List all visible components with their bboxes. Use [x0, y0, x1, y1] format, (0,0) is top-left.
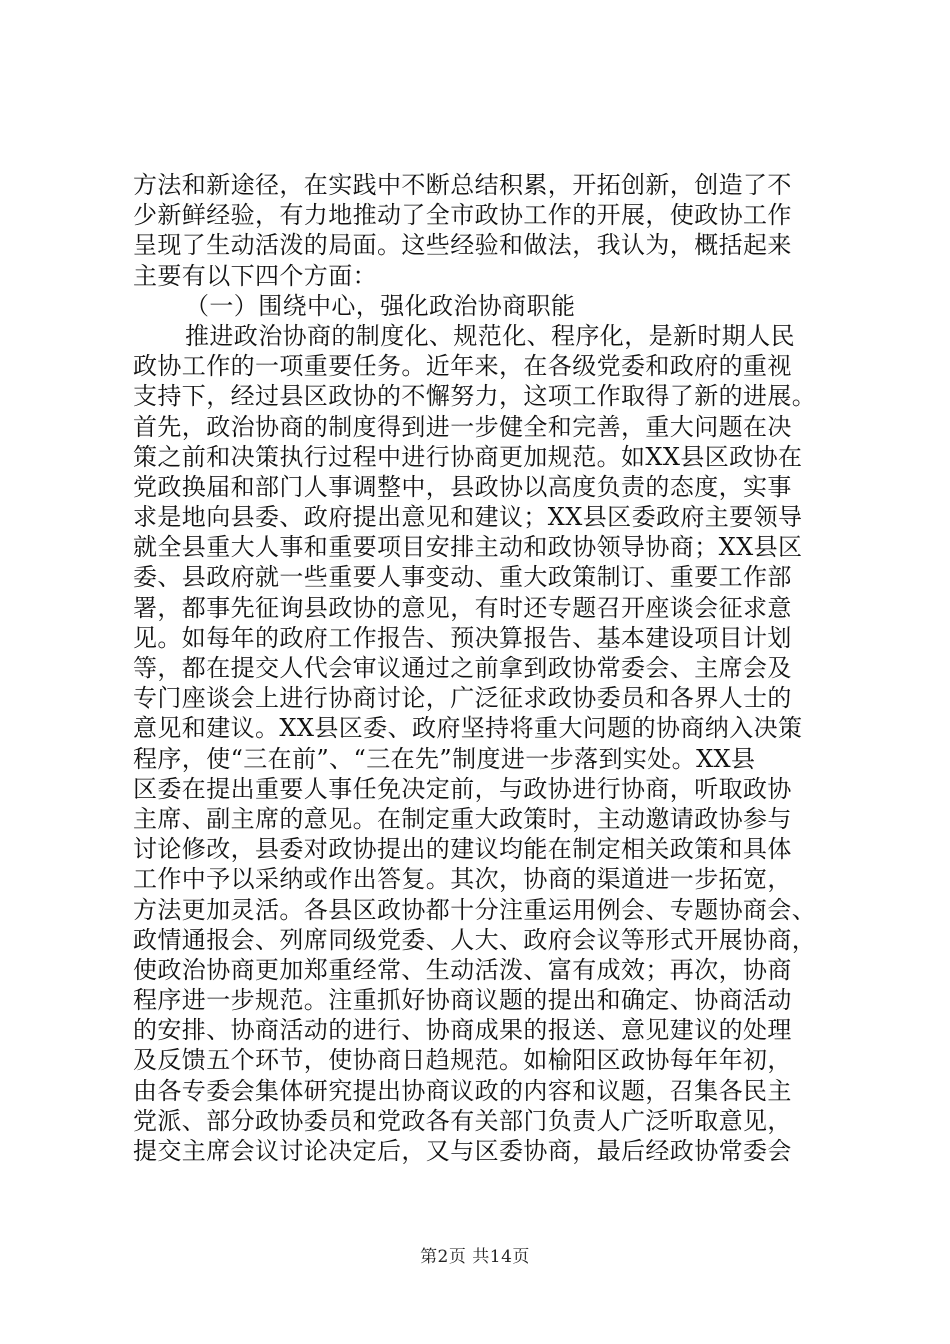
- text-line: 支持下，经过县区政协的不懈努力，这项工作取得了新的进展。: [133, 382, 817, 411]
- text-line: 见。如每年的政府工作报告、预决算报告、基本建设项目计划: [133, 623, 792, 652]
- text-line: 政情通报会、列席同级党委、人大、政府会议等形式开展协商，: [133, 925, 817, 954]
- text-line: 讨论修改，县委对政协提出的建议均能在制定相关政策和具体: [133, 835, 792, 864]
- text-line: 主席、副主席的意见。在制定重大政策时，主动邀请政协参与: [133, 804, 792, 833]
- text-line: 首先，政治协商的制度得到进一步健全和完善，重大问题在决: [133, 412, 792, 441]
- text-line: 的安排、协商活动的进行、协商成果的报送、意见建议的处理: [133, 1016, 792, 1045]
- text-line: 主要有以下四个方面：: [133, 261, 377, 290]
- body-text: [133, 170, 833, 1166]
- text-line: 提交主席会议讨论决定后，又与区委协商，最后经政协常委会: [133, 1137, 792, 1165]
- text-line: 署，都事先征询县政协的意见，有时还专题召开座谈会征求意: [133, 593, 792, 622]
- text-line: 程序，使“三在前”、“三在先”制度进一步落到实处。XX县: [133, 744, 756, 773]
- text-line: 工作中予以采纳或作出答复。其次，协商的渠道进一步拓宽，: [133, 865, 792, 894]
- text-line: 策之前和决策执行过程中进行协商更加规范。如XX县区政协在: [133, 442, 803, 471]
- text-line: 委、县政府就一些重要人事变动、重大政策制订、重要工作部: [133, 563, 792, 592]
- text-line: 党派、部分政协委员和党政各有关部门负责人广泛听取意见，: [133, 1106, 792, 1135]
- text-line: （一）围绕中心，强化政治协商职能: [185, 291, 576, 320]
- text-line: 呈现了生动活泼的局面。这些经验和做法，我认为，概括起来: [133, 231, 792, 260]
- text-line: 使政治协商更加郑重经常、生动活泼、富有成效；再次，协商: [133, 955, 792, 984]
- text-line: 程序进一步规范。注重抓好协商议题的提出和确定、协商活动: [133, 986, 792, 1015]
- text-line: 求是地向县委、政府提出意见和建议；XX县区委政府主要领导: [133, 503, 803, 532]
- page-footer: 第2页 共14页: [420, 1247, 530, 1267]
- text-line: 推进政治协商的制度化、规范化、程序化，是新时期人民: [185, 321, 795, 350]
- text-line: 党政换届和部门人事调整中，县政协以高度负责的态度，实事: [133, 472, 792, 501]
- text-line: 及反馈五个环节，使协商日趋规范。如榆阳区政协每年年初，: [133, 1046, 792, 1075]
- text-line: 政协工作的一项重要任务。近年来，在各级党委和政府的重视: [133, 352, 792, 381]
- text-line: 意见和建议。XX县区委、政府坚持将重大问题的协商纳入决策: [133, 714, 803, 743]
- text-line: 由各专委会集体研究提出协商议政的内容和议题，召集各民主: [133, 1076, 792, 1105]
- text-line: 专门座谈会上进行协商讨论，广泛征求政协委员和各界人士的: [133, 684, 792, 713]
- text-line: 方法更加灵活。各县区政协都十分注重运用例会、专题协商会、: [133, 895, 817, 924]
- text-line: 少新鲜经验，有力地推动了全市政协工作的开展，使政协工作: [133, 201, 792, 230]
- text-line: 区委在提出重要人事任免决定前，与政协进行协商，听取政协: [133, 774, 792, 803]
- text-line: 方法和新途径，在实践中不断总结积累，开拓创新，创造了不: [133, 171, 792, 199]
- text-line: 等，都在提交人代会审议通过之前拿到政协常委会、主席会及: [133, 654, 792, 682]
- text-line: 就全县重大人事和重要项目安排主动和政协领导协商；XX县区: [133, 533, 803, 562]
